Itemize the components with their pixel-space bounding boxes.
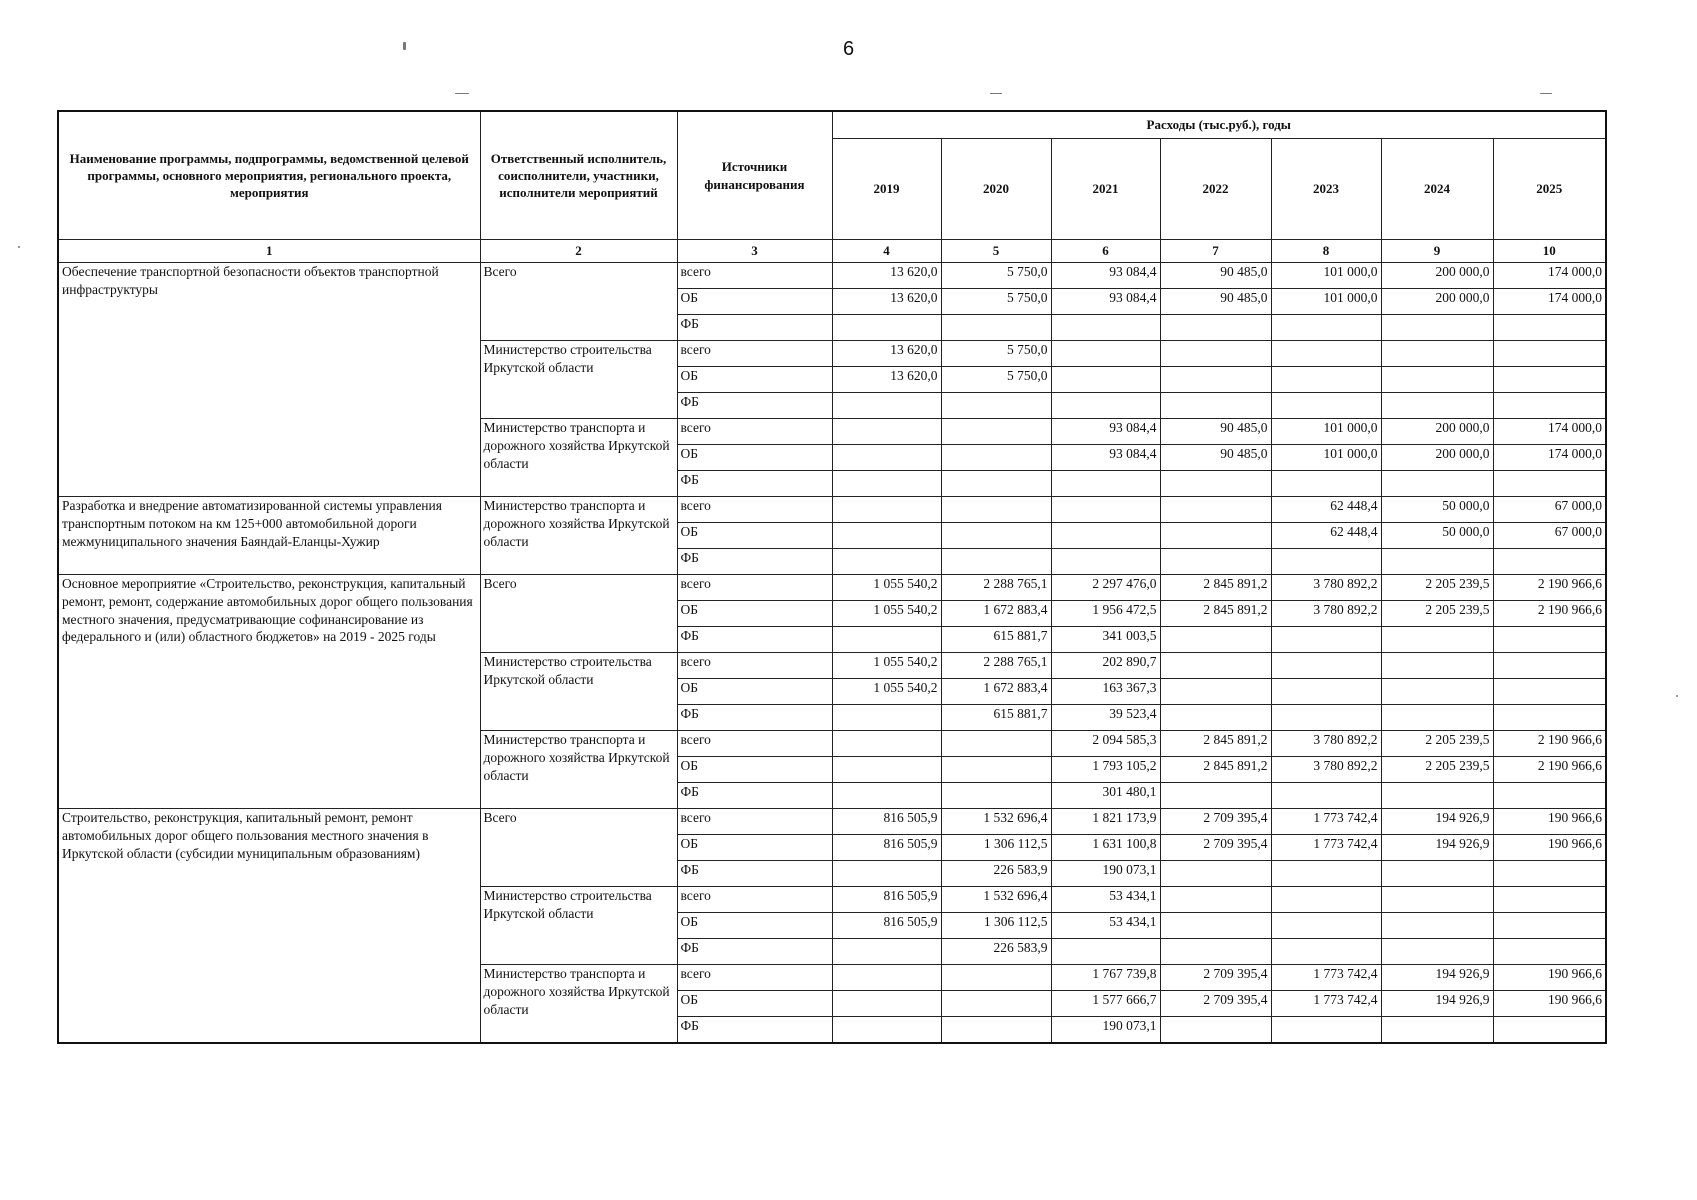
column-number: 8 xyxy=(1271,240,1381,263)
table-header xyxy=(58,111,1606,263)
amount-cell-2023 xyxy=(1271,393,1381,419)
amount-cell-2025 xyxy=(1493,653,1606,679)
amount-cell-2025: 174 000,0 xyxy=(1493,419,1606,445)
amount-cell-2024 xyxy=(1381,1017,1493,1044)
funding-source-cell: ФБ xyxy=(677,939,832,965)
amount-cell-2021 xyxy=(1051,939,1160,965)
amount-cell-2024 xyxy=(1381,367,1493,393)
amount-cell-2025: 2 190 966,6 xyxy=(1493,575,1606,601)
amount-cell-2025: 190 966,6 xyxy=(1493,965,1606,991)
amount-cell-2024: 200 000,0 xyxy=(1381,419,1493,445)
amount-cell-2025: 67 000,0 xyxy=(1493,523,1606,549)
scan-speck xyxy=(1540,93,1552,94)
funding-source-cell: ФБ xyxy=(677,549,832,575)
amount-cell-2021: 163 367,3 xyxy=(1051,679,1160,705)
amount-cell-2019 xyxy=(832,1017,941,1044)
column-number: 9 xyxy=(1381,240,1493,263)
scan-speck xyxy=(455,93,469,94)
funding-source-cell: ОБ xyxy=(677,289,832,315)
amount-cell-2021 xyxy=(1051,367,1160,393)
amount-cell-2022 xyxy=(1160,549,1271,575)
amount-cell-2020 xyxy=(941,757,1051,783)
amount-cell-2023 xyxy=(1271,367,1381,393)
amount-cell-2023: 1 773 742,4 xyxy=(1271,835,1381,861)
amount-cell-2023: 101 000,0 xyxy=(1271,419,1381,445)
amount-cell-2021 xyxy=(1051,315,1160,341)
amount-cell-2022: 2 709 395,4 xyxy=(1160,835,1271,861)
amount-cell-2025 xyxy=(1493,705,1606,731)
amount-cell-2022: 2 845 891,2 xyxy=(1160,575,1271,601)
amount-cell-2022 xyxy=(1160,861,1271,887)
header-year-2020: 2020 xyxy=(941,139,1051,240)
amount-cell-2022: 2 709 395,4 xyxy=(1160,991,1271,1017)
header-year-2024: 2024 xyxy=(1381,139,1493,240)
executor-cell: Всего xyxy=(480,263,677,341)
funding-source-cell: ФБ xyxy=(677,393,832,419)
amount-cell-2024: 194 926,9 xyxy=(1381,835,1493,861)
funding-source-cell: всего xyxy=(677,809,832,835)
executor-cell: Министерство строительства Иркутской области xyxy=(480,887,677,965)
executor-cell: Министерство транспорта и дорожного хозяйства Иркутской области xyxy=(480,965,677,1044)
amount-cell-2020: 1 672 883,4 xyxy=(941,679,1051,705)
amount-cell-2019 xyxy=(832,497,941,523)
amount-cell-2024 xyxy=(1381,549,1493,575)
amount-cell-2019 xyxy=(832,419,941,445)
amount-cell-2025 xyxy=(1493,627,1606,653)
amount-cell-2020: 5 750,0 xyxy=(941,289,1051,315)
amount-cell-2024: 2 205 239,5 xyxy=(1381,731,1493,757)
amount-cell-2023: 3 780 892,2 xyxy=(1271,601,1381,627)
amount-cell-2021: 93 084,4 xyxy=(1051,263,1160,289)
amount-cell-2022: 90 485,0 xyxy=(1160,445,1271,471)
header-year-2022: 2022 xyxy=(1160,139,1271,240)
amount-cell-2019 xyxy=(832,757,941,783)
amount-cell-2019 xyxy=(832,627,941,653)
amount-cell-2025 xyxy=(1493,393,1606,419)
amount-cell-2024: 2 205 239,5 xyxy=(1381,601,1493,627)
amount-cell-2023 xyxy=(1271,315,1381,341)
amount-cell-2019 xyxy=(832,991,941,1017)
funding-source-cell: всего xyxy=(677,419,832,445)
funding-source-cell: всего xyxy=(677,653,832,679)
amount-cell-2019: 816 505,9 xyxy=(832,887,941,913)
funding-source-cell: ОБ xyxy=(677,523,832,549)
amount-cell-2019 xyxy=(832,549,941,575)
amount-cell-2022: 2 709 395,4 xyxy=(1160,809,1271,835)
header-year-2025: 2025 xyxy=(1493,139,1606,240)
amount-cell-2021: 2 094 585,3 xyxy=(1051,731,1160,757)
amount-cell-2022 xyxy=(1160,627,1271,653)
funding-source-cell: ОБ xyxy=(677,991,832,1017)
amount-cell-2022 xyxy=(1160,393,1271,419)
amount-cell-2021: 190 073,1 xyxy=(1051,1017,1160,1044)
amount-cell-2025 xyxy=(1493,341,1606,367)
amount-cell-2023: 101 000,0 xyxy=(1271,263,1381,289)
amount-cell-2023 xyxy=(1271,913,1381,939)
column-number: 2 xyxy=(480,240,677,263)
amount-cell-2023 xyxy=(1271,861,1381,887)
amount-cell-2023: 1 773 742,4 xyxy=(1271,991,1381,1017)
amount-cell-2025: 190 966,6 xyxy=(1493,991,1606,1017)
amount-cell-2024 xyxy=(1381,861,1493,887)
amount-cell-2022 xyxy=(1160,679,1271,705)
amount-cell-2021: 2 297 476,0 xyxy=(1051,575,1160,601)
amount-cell-2021: 301 480,1 xyxy=(1051,783,1160,809)
column-number: 1 xyxy=(58,240,480,263)
amount-cell-2019: 1 055 540,2 xyxy=(832,601,941,627)
table-row xyxy=(58,263,1606,289)
amount-cell-2021 xyxy=(1051,471,1160,497)
amount-cell-2022 xyxy=(1160,887,1271,913)
amount-cell-2019 xyxy=(832,939,941,965)
amount-cell-2025 xyxy=(1493,939,1606,965)
funding-source-cell: ФБ xyxy=(677,471,832,497)
amount-cell-2025: 174 000,0 xyxy=(1493,263,1606,289)
amount-cell-2019 xyxy=(832,315,941,341)
amount-cell-2020: 1 532 696,4 xyxy=(941,887,1051,913)
funding-source-cell: ОБ xyxy=(677,445,832,471)
amount-cell-2020: 615 881,7 xyxy=(941,705,1051,731)
funding-source-cell: ФБ xyxy=(677,705,832,731)
amount-cell-2020 xyxy=(941,419,1051,445)
amount-cell-2021: 1 793 105,2 xyxy=(1051,757,1160,783)
amount-cell-2020: 1 532 696,4 xyxy=(941,809,1051,835)
amount-cell-2024 xyxy=(1381,653,1493,679)
scan-speck xyxy=(18,246,20,248)
amount-cell-2025 xyxy=(1493,315,1606,341)
funding-source-cell: ОБ xyxy=(677,913,832,939)
amount-cell-2024: 2 205 239,5 xyxy=(1381,575,1493,601)
amount-cell-2021: 53 434,1 xyxy=(1051,913,1160,939)
header-row xyxy=(58,111,1606,139)
amount-cell-2023: 1 773 742,4 xyxy=(1271,809,1381,835)
amount-cell-2024: 194 926,9 xyxy=(1381,809,1493,835)
executor-cell: Министерство транспорта и дорожного хозяйства Иркутской области xyxy=(480,497,677,575)
amount-cell-2024 xyxy=(1381,887,1493,913)
header-funding-source: Источники финансирования xyxy=(677,111,832,240)
program-name-cell: Основное мероприятие «Строительство, реконструкция, капитальный ремонт, ремонт, содержание автомобильных дорог общего пользования местного значения, предусматривающие софинансирование из федерального и (или) областного бюджетов» на 2019 - 2025 годы xyxy=(58,575,480,809)
amount-cell-2025: 2 190 966,6 xyxy=(1493,757,1606,783)
funding-source-cell: ОБ xyxy=(677,601,832,627)
amount-cell-2019 xyxy=(832,965,941,991)
amount-cell-2020: 2 288 765,1 xyxy=(941,575,1051,601)
amount-cell-2020: 1 672 883,4 xyxy=(941,601,1051,627)
amount-cell-2021: 1 821 173,9 xyxy=(1051,809,1160,835)
amount-cell-2024: 194 926,9 xyxy=(1381,965,1493,991)
amount-cell-2019: 816 505,9 xyxy=(832,913,941,939)
amount-cell-2024 xyxy=(1381,627,1493,653)
table-row xyxy=(58,575,1606,601)
amount-cell-2019 xyxy=(832,783,941,809)
table-row xyxy=(58,809,1606,835)
amount-cell-2024 xyxy=(1381,939,1493,965)
amount-cell-2020 xyxy=(941,523,1051,549)
funding-source-cell: всего xyxy=(677,497,832,523)
amount-cell-2021: 93 084,4 xyxy=(1051,419,1160,445)
amount-cell-2023: 1 773 742,4 xyxy=(1271,965,1381,991)
amount-cell-2024 xyxy=(1381,315,1493,341)
scan-speck xyxy=(1676,695,1678,697)
amount-cell-2020 xyxy=(941,783,1051,809)
amount-cell-2019: 13 620,0 xyxy=(832,263,941,289)
column-number: 5 xyxy=(941,240,1051,263)
funding-source-cell: ФБ xyxy=(677,1017,832,1044)
amount-cell-2023 xyxy=(1271,783,1381,809)
executor-cell: Всего xyxy=(480,575,677,653)
amount-cell-2025: 2 190 966,6 xyxy=(1493,731,1606,757)
amount-cell-2023: 62 448,4 xyxy=(1271,523,1381,549)
amount-cell-2022: 90 485,0 xyxy=(1160,419,1271,445)
amount-cell-2019: 1 055 540,2 xyxy=(832,679,941,705)
amount-cell-2024: 50 000,0 xyxy=(1381,523,1493,549)
funding-source-cell: всего xyxy=(677,965,832,991)
amount-cell-2025 xyxy=(1493,367,1606,393)
amount-cell-2024 xyxy=(1381,705,1493,731)
funding-source-cell: ФБ xyxy=(677,627,832,653)
amount-cell-2024 xyxy=(1381,783,1493,809)
amount-cell-2021: 93 084,4 xyxy=(1051,289,1160,315)
amount-cell-2019 xyxy=(832,445,941,471)
amount-cell-2023 xyxy=(1271,887,1381,913)
amount-cell-2022: 2 845 891,2 xyxy=(1160,731,1271,757)
amount-cell-2025 xyxy=(1493,549,1606,575)
amount-cell-2023 xyxy=(1271,939,1381,965)
amount-cell-2024 xyxy=(1381,341,1493,367)
amount-cell-2025 xyxy=(1493,783,1606,809)
header-year-2021: 2021 xyxy=(1051,139,1160,240)
amount-cell-2022 xyxy=(1160,913,1271,939)
scan-speck xyxy=(990,93,1002,94)
amount-cell-2023: 101 000,0 xyxy=(1271,289,1381,315)
amount-cell-2024: 200 000,0 xyxy=(1381,445,1493,471)
amount-cell-2024: 50 000,0 xyxy=(1381,497,1493,523)
amount-cell-2021: 202 890,7 xyxy=(1051,653,1160,679)
amount-cell-2019 xyxy=(832,861,941,887)
amount-cell-2021: 93 084,4 xyxy=(1051,445,1160,471)
amount-cell-2022: 90 485,0 xyxy=(1160,263,1271,289)
amount-cell-2022 xyxy=(1160,471,1271,497)
amount-cell-2020 xyxy=(941,393,1051,419)
amount-cell-2022 xyxy=(1160,315,1271,341)
amount-cell-2019 xyxy=(832,731,941,757)
amount-cell-2019: 816 505,9 xyxy=(832,809,941,835)
funding-source-cell: ОБ xyxy=(677,757,832,783)
amount-cell-2020 xyxy=(941,497,1051,523)
header-year-2023: 2023 xyxy=(1271,139,1381,240)
amount-cell-2020 xyxy=(941,965,1051,991)
funding-source-cell: ФБ xyxy=(677,783,832,809)
executor-cell: Всего xyxy=(480,809,677,887)
amount-cell-2023 xyxy=(1271,341,1381,367)
amount-cell-2019: 13 620,0 xyxy=(832,367,941,393)
amount-cell-2023: 3 780 892,2 xyxy=(1271,731,1381,757)
amount-cell-2024 xyxy=(1381,471,1493,497)
amount-cell-2024 xyxy=(1381,913,1493,939)
funding-source-cell: всего xyxy=(677,263,832,289)
amount-cell-2022 xyxy=(1160,367,1271,393)
scan-speck xyxy=(403,42,406,50)
amount-cell-2021 xyxy=(1051,549,1160,575)
amount-cell-2024: 194 926,9 xyxy=(1381,991,1493,1017)
amount-cell-2025: 190 966,6 xyxy=(1493,835,1606,861)
amount-cell-2025: 174 000,0 xyxy=(1493,289,1606,315)
header-executor: Ответственный исполнитель, соисполнители, участники, исполнители мероприятий xyxy=(480,111,677,240)
amount-cell-2023: 101 000,0 xyxy=(1271,445,1381,471)
amount-cell-2021 xyxy=(1051,393,1160,419)
amount-cell-2023: 3 780 892,2 xyxy=(1271,575,1381,601)
table-body xyxy=(58,263,1606,1044)
column-number: 3 xyxy=(677,240,832,263)
amount-cell-2022 xyxy=(1160,939,1271,965)
amount-cell-2022: 2 845 891,2 xyxy=(1160,601,1271,627)
amount-cell-2021: 1 956 472,5 xyxy=(1051,601,1160,627)
amount-cell-2025 xyxy=(1493,913,1606,939)
funding-source-cell: ОБ xyxy=(677,367,832,393)
amount-cell-2022 xyxy=(1160,497,1271,523)
executor-cell: Министерство транспорта и дорожного хозяйства Иркутской области xyxy=(480,731,677,809)
amount-cell-2021: 1 767 739,8 xyxy=(1051,965,1160,991)
funding-source-cell: всего xyxy=(677,887,832,913)
column-number: 7 xyxy=(1160,240,1271,263)
amount-cell-2020: 5 750,0 xyxy=(941,367,1051,393)
amount-cell-2021: 1 631 100,8 xyxy=(1051,835,1160,861)
amount-cell-2023 xyxy=(1271,705,1381,731)
amount-cell-2020 xyxy=(941,991,1051,1017)
header-column-numbers-row xyxy=(58,240,1606,263)
funding-source-cell: ФБ xyxy=(677,861,832,887)
amount-cell-2021 xyxy=(1051,341,1160,367)
amount-cell-2019: 1 055 540,2 xyxy=(832,653,941,679)
funding-source-cell: всего xyxy=(677,341,832,367)
column-number: 4 xyxy=(832,240,941,263)
amount-cell-2025: 174 000,0 xyxy=(1493,445,1606,471)
budget-table xyxy=(57,110,1607,1044)
amount-cell-2024 xyxy=(1381,679,1493,705)
amount-cell-2021 xyxy=(1051,523,1160,549)
header-year-2019: 2019 xyxy=(832,139,941,240)
funding-source-cell: ФБ xyxy=(677,315,832,341)
amount-cell-2025 xyxy=(1493,887,1606,913)
amount-cell-2024: 200 000,0 xyxy=(1381,289,1493,315)
executor-cell: Министерство строительства Иркутской области xyxy=(480,341,677,419)
amount-cell-2019: 1 055 540,2 xyxy=(832,575,941,601)
amount-cell-2025 xyxy=(1493,471,1606,497)
amount-cell-2023 xyxy=(1271,627,1381,653)
amount-cell-2022 xyxy=(1160,523,1271,549)
amount-cell-2023 xyxy=(1271,1017,1381,1044)
amount-cell-2025: 67 000,0 xyxy=(1493,497,1606,523)
table-row xyxy=(58,497,1606,523)
amount-cell-2021: 1 577 666,7 xyxy=(1051,991,1160,1017)
amount-cell-2023: 62 448,4 xyxy=(1271,497,1381,523)
amount-cell-2021: 39 523,4 xyxy=(1051,705,1160,731)
amount-cell-2023 xyxy=(1271,679,1381,705)
amount-cell-2019: 13 620,0 xyxy=(832,341,941,367)
amount-cell-2025 xyxy=(1493,679,1606,705)
amount-cell-2023 xyxy=(1271,471,1381,497)
amount-cell-2022: 2 709 395,4 xyxy=(1160,965,1271,991)
funding-source-cell: всего xyxy=(677,575,832,601)
program-name-cell: Строительство, реконструкция, капитальный ремонт, ремонт автомобильных дорог общего пользования местного значения в Иркутской области (субсидии муниципальным образованиям) xyxy=(58,809,480,1044)
amount-cell-2023: 3 780 892,2 xyxy=(1271,757,1381,783)
amount-cell-2019 xyxy=(832,523,941,549)
funding-source-cell: ОБ xyxy=(677,835,832,861)
amount-cell-2020 xyxy=(941,731,1051,757)
page-number: 6 xyxy=(842,38,855,60)
amount-cell-2020: 5 750,0 xyxy=(941,263,1051,289)
amount-cell-2020 xyxy=(941,445,1051,471)
amount-cell-2020: 226 583,9 xyxy=(941,939,1051,965)
funding-source-cell: ОБ xyxy=(677,679,832,705)
amount-cell-2021 xyxy=(1051,497,1160,523)
column-number: 10 xyxy=(1493,240,1606,263)
amount-cell-2019 xyxy=(832,705,941,731)
amount-cell-2022 xyxy=(1160,705,1271,731)
executor-cell: Министерство строительства Иркутской области xyxy=(480,653,677,731)
amount-cell-2020 xyxy=(941,549,1051,575)
amount-cell-2020 xyxy=(941,1017,1051,1044)
amount-cell-2020: 1 306 112,5 xyxy=(941,835,1051,861)
header-program-name: Наименование программы, подпрограммы, ведомственной целевой программы, основного мероприятия, регионального проекта, мероприятия xyxy=(58,111,480,240)
program-name-cell: Обеспечение транспортной безопасности объектов транспортной инфраструктуры xyxy=(58,263,480,497)
amount-cell-2020: 1 306 112,5 xyxy=(941,913,1051,939)
amount-cell-2025: 2 190 966,6 xyxy=(1493,601,1606,627)
amount-cell-2022 xyxy=(1160,783,1271,809)
program-name-cell: Разработка и внедрение автоматизированной системы управления транспортным потоком на км 125+000 автомобильной дороги межмуниципального значения Баяндай-Еланцы-Хужир xyxy=(58,497,480,575)
amount-cell-2022 xyxy=(1160,653,1271,679)
amount-cell-2019 xyxy=(832,393,941,419)
amount-cell-2021: 341 003,5 xyxy=(1051,627,1160,653)
amount-cell-2022: 90 485,0 xyxy=(1160,289,1271,315)
amount-cell-2021: 190 073,1 xyxy=(1051,861,1160,887)
amount-cell-2024: 2 205 239,5 xyxy=(1381,757,1493,783)
amount-cell-2019: 13 620,0 xyxy=(832,289,941,315)
amount-cell-2023 xyxy=(1271,549,1381,575)
amount-cell-2019: 816 505,9 xyxy=(832,835,941,861)
header-expenses: Расходы (тыс.руб.), годы xyxy=(832,111,1606,139)
amount-cell-2020: 226 583,9 xyxy=(941,861,1051,887)
amount-cell-2020: 5 750,0 xyxy=(941,341,1051,367)
amount-cell-2025: 190 966,6 xyxy=(1493,809,1606,835)
amount-cell-2025 xyxy=(1493,1017,1606,1044)
amount-cell-2023 xyxy=(1271,653,1381,679)
amount-cell-2025 xyxy=(1493,861,1606,887)
amount-cell-2021: 53 434,1 xyxy=(1051,887,1160,913)
column-number: 6 xyxy=(1051,240,1160,263)
amount-cell-2024: 200 000,0 xyxy=(1381,263,1493,289)
amount-cell-2020: 2 288 765,1 xyxy=(941,653,1051,679)
amount-cell-2022: 2 845 891,2 xyxy=(1160,757,1271,783)
amount-cell-2024 xyxy=(1381,393,1493,419)
amount-cell-2020 xyxy=(941,315,1051,341)
amount-cell-2020: 615 881,7 xyxy=(941,627,1051,653)
amount-cell-2022 xyxy=(1160,341,1271,367)
executor-cell: Министерство транспорта и дорожного хозяйства Иркутской области xyxy=(480,419,677,497)
funding-source-cell: всего xyxy=(677,731,832,757)
amount-cell-2020 xyxy=(941,471,1051,497)
amount-cell-2022 xyxy=(1160,1017,1271,1044)
amount-cell-2019 xyxy=(832,471,941,497)
